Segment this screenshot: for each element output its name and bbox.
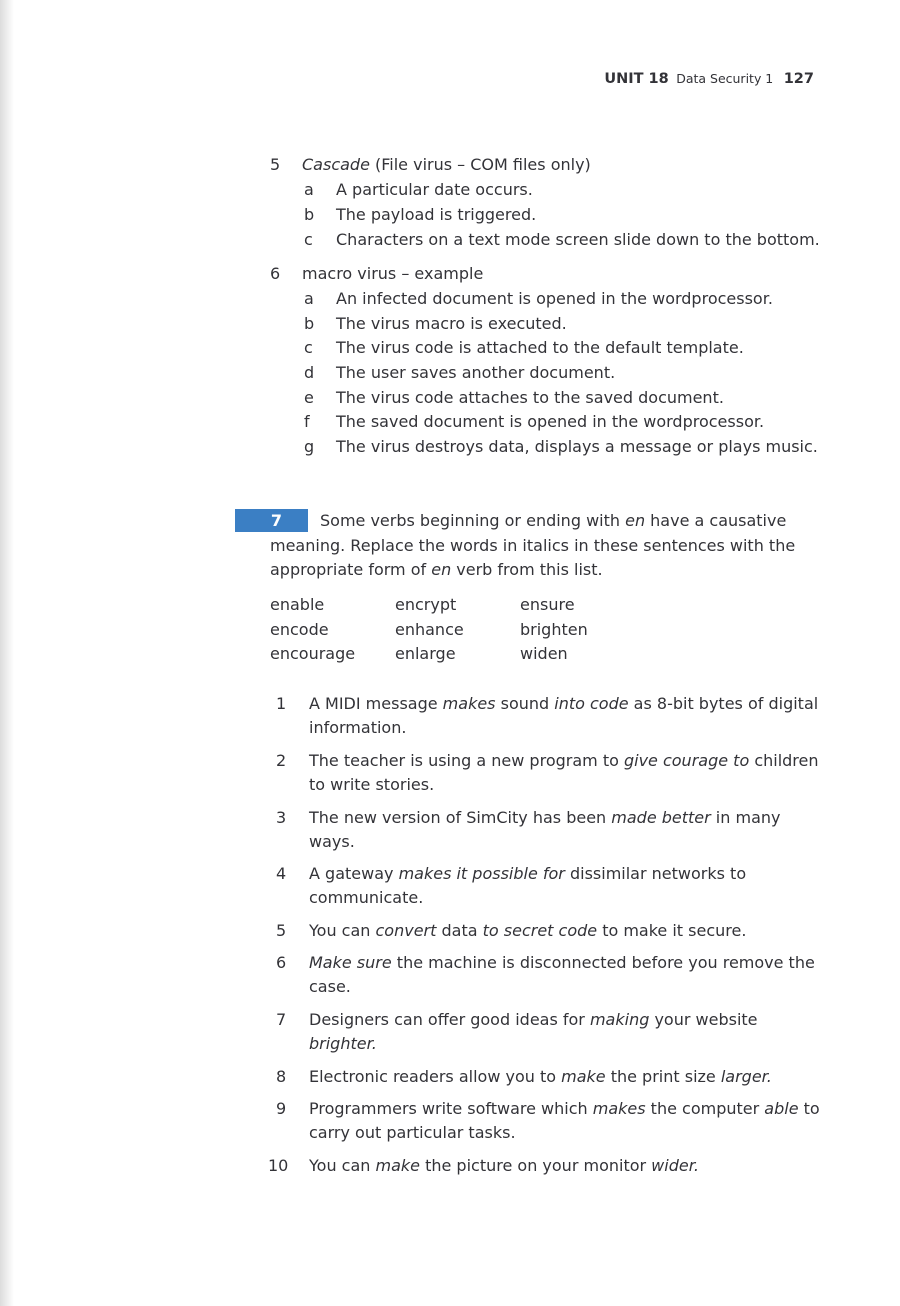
instruction-text: have a causative [645,511,787,530]
text-segment: You can [309,1156,376,1175]
text-segment: data [436,921,483,940]
page-edge-shadow [0,0,14,1306]
text-segment: to write stories. [309,775,435,794]
text-segment: in many [710,808,781,827]
text-segment: dissimilar networks to [564,864,747,883]
text-segment: You can [309,921,376,940]
instruction-italic: en [625,511,646,530]
italic-phrase: able [764,1099,799,1118]
italic-phrase: made better [611,808,711,827]
sentence-text [309,716,406,741]
italic-phrase: into code [554,694,629,713]
sentence-text [309,773,434,798]
step-text: The user saves another document. [336,363,616,382]
instruction-text: appropriate form of [270,560,432,579]
unit-label: UNIT 18 [604,71,669,87]
italic-phrase: makes [442,694,496,713]
word-list-item: encourage [270,644,356,663]
text-segment: The new version of SimCity has been [309,808,612,827]
sentence-number: 3 [276,808,287,827]
step-text: An infected document is opened in the wordprocessor. [336,289,773,308]
text-segment: the computer [645,1099,765,1118]
text-segment: The teacher is using a new program to [309,751,624,770]
instruction-text: Some verbs beginning or ending with [320,511,626,530]
sentence-text [309,1008,758,1033]
italic-phrase: make [561,1067,606,1086]
instruction-line [270,558,603,583]
sentence-number: 6 [276,953,287,972]
word-list-item: enable [270,595,325,614]
text-segment: sound [495,694,555,713]
sentence-text [309,975,351,1000]
italic-phrase: brighter. [309,1034,377,1053]
italic-phrase: make [375,1156,420,1175]
step-text: The payload is triggered. [336,205,537,224]
sentence-number: 1 [276,694,287,713]
text-segment: communicate. [309,888,424,907]
text-segment: case. [309,977,351,996]
step-text: Characters on a text mode screen slide down to the bottom. [336,230,820,249]
text-segment: to [798,1099,820,1118]
text-segment: your website [649,1010,758,1029]
text-segment: information. [309,718,407,737]
step-letter: b [304,314,315,333]
italic-phrase: to secret code [482,921,598,940]
sentence-number: 10 [268,1156,289,1175]
text-segment: the picture on your monitor [420,1156,652,1175]
step-letter: e [304,388,314,407]
sentence-number: 9 [276,1099,287,1118]
text-segment: children [749,751,819,770]
step-text: The virus destroys data, displays a message or plays music. [336,437,818,456]
step-letter: b [304,205,315,224]
sentence-text [309,692,818,717]
step-letter: a [304,180,314,199]
step-letter: g [304,437,315,456]
sentence-text [309,830,355,855]
word-list-item: brighten [520,620,588,639]
step-letter: c [304,338,313,357]
text-segment: Designers can offer good ideas for [309,1010,590,1029]
sentence-text [309,1032,377,1057]
sentence-text [309,806,780,831]
instruction-italic: en [431,560,452,579]
italic-phrase: makes [592,1099,646,1118]
word-list-item: ensure [520,595,575,614]
item-title-italic: Cascade [302,155,370,174]
sentence-text [309,1065,772,1090]
step-text: The virus code is attached to the default template. [336,338,744,357]
text-segment: ways. [309,832,355,851]
word-list-item: encode [270,620,329,639]
text-segment: A MIDI message [309,694,443,713]
item-number: 6 [270,264,281,283]
sentence-text [309,1121,516,1146]
text-segment: A gateway [309,864,399,883]
item-title-rest: (File virus – COM files only) [369,155,591,174]
italic-phrase: larger. [720,1067,772,1086]
word-list-item: enlarge [395,644,456,663]
sentence-text [309,749,819,774]
step-letter: f [304,412,310,431]
item-title: macro virus – example [302,264,484,283]
exercise-number-badge: 7 [235,509,308,532]
item-number: 5 [270,155,281,174]
page-number: 127 [783,71,814,87]
sentence-text [309,1154,699,1179]
italic-phrase: making [589,1010,650,1029]
sentence-text [309,886,423,911]
step-text: The virus macro is executed. [336,314,567,333]
instruction-line [320,509,786,534]
sentence-text [309,919,746,944]
running-header [604,71,814,87]
text-segment: carry out particular tasks. [309,1123,516,1142]
section-title: Data Security 1 [676,71,774,86]
text-segment: Programmers write software which [309,1099,593,1118]
step-letter: c [304,230,313,249]
sentence-number: 7 [276,1010,287,1029]
instruction-line: meaning. Replace the words in italics in these sentences with the [270,536,796,555]
step-letter: a [304,289,314,308]
item-title [302,153,591,178]
sentence-number: 5 [276,921,287,940]
word-list-item: enhance [395,620,464,639]
word-list-item: encrypt [395,595,457,614]
italic-phrase: makes it possible for [398,864,565,883]
italic-phrase: wider. [651,1156,699,1175]
italic-phrase: Make sure [309,953,392,972]
step-text: A particular date occurs. [336,180,533,199]
text-segment: Electronic readers allow you to [309,1067,562,1086]
sentence-text [309,1097,820,1122]
sentence-text [309,951,815,976]
text-segment: the machine is disconnected before you remove the [391,953,815,972]
text-segment: the print size [605,1067,721,1086]
text-segment: to make it secure. [597,921,747,940]
sentence-number: 8 [276,1067,287,1086]
sentence-number: 2 [276,751,287,770]
sentence-text [309,862,746,887]
instruction-text: verb from this list. [451,560,603,579]
sentence-number: 4 [276,864,287,883]
step-text: The virus code attaches to the saved document. [336,388,724,407]
word-list-item: widen [520,644,568,663]
text-segment: as 8-bit bytes of digital [628,694,819,713]
italic-phrase: give courage to [623,751,750,770]
italic-phrase: convert [375,921,437,940]
step-text: The saved document is opened in the wordprocessor. [336,412,765,431]
step-letter: d [304,363,315,382]
